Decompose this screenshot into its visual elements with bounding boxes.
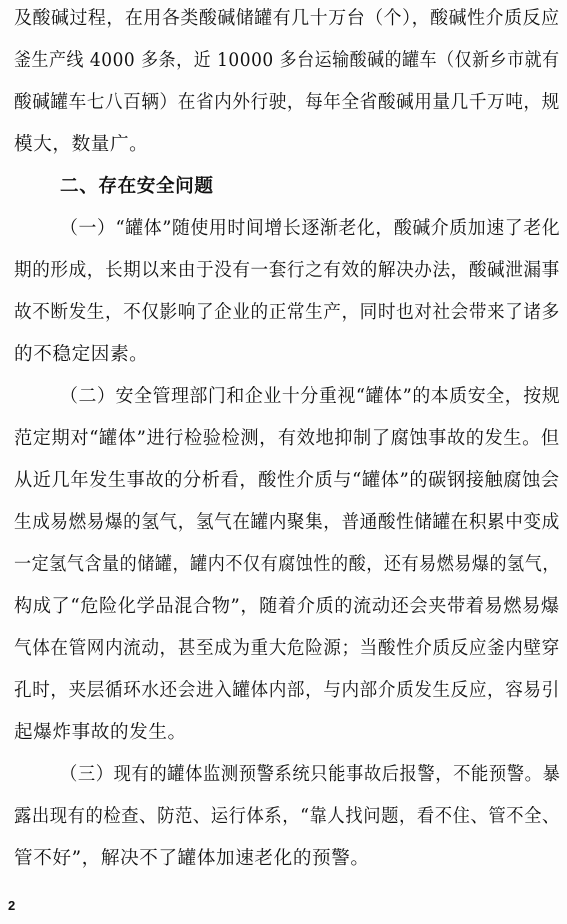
text-line: 釜生产线 4000 多条，近 10000 多台运输酸碱的罐车（仅新乡市就有: [14, 50, 560, 71]
text-line: 期的形成，长期以来由于没有一套行之有效的解决办法，酸碱泄漏事: [14, 260, 560, 281]
text-line: 气体在管网内流动，甚至成为重大危险源；当酸性介质反应釜内壁穿: [14, 638, 560, 659]
text-line: 范定期对“罐体”进行检验检测，有效地抑制了腐蚀事故的发生。但: [14, 428, 560, 449]
text-line: 一定氢气含量的储罐，罐内不仅有腐蚀性的酸，还有易燃易爆的氢气，: [14, 554, 560, 575]
text-line: 孔时，夹层循环水还会进入罐体内部，与内部介质发生反应，容易引: [14, 680, 560, 701]
text-line: 酸碱罐车七八百辆）在省内外行驶，每年全省酸碱用量几千万吨，规: [14, 92, 560, 113]
text-line: 生成易燃易爆的氢气，氢气在罐内聚集，普通酸性储罐在积累中变成: [14, 512, 560, 533]
paragraph-start: （三）现有的罐体监测预警系统只能事故后报警，不能预警。暴: [60, 764, 561, 785]
text-line: 的不稳定因素。: [14, 344, 149, 365]
text-line: 起爆炸事故的发生。: [14, 722, 187, 743]
text-line: 从近几年发生事故的分析看，酸性介质与“罐体”的碳钢接触腐蚀会: [14, 470, 560, 491]
paragraph-start: （二）安全管理部门和企业十分重视“罐体”的本质安全，按规: [60, 386, 561, 407]
paragraph-start: （一）“罐体”随使用时间增长逐渐老化，酸碱介质加速了老化: [60, 218, 561, 239]
text-line: 及酸碱过程，在用各类酸碱储罐有几十万台（个），酸碱性介质反应: [14, 8, 560, 29]
text-line: 故不断发生，不仅影响了企业的正常生产，同时也对社会带来了诸多: [14, 302, 560, 323]
section-heading: 二、存在安全问题: [60, 176, 214, 197]
text-line: 构成了“危险化学品混合物”，随着介质的流动还会夹带着易燃易爆: [14, 596, 560, 617]
text-line: 管不好”，解决不了罐体加速老化的预警。: [14, 848, 370, 869]
text-line: 露出现有的检查、防范、运行体系，“靠人找问题，看不住、管不全、: [14, 806, 560, 827]
page-number: 2: [8, 898, 16, 913]
text-line: 模大，数量广。: [14, 134, 149, 155]
